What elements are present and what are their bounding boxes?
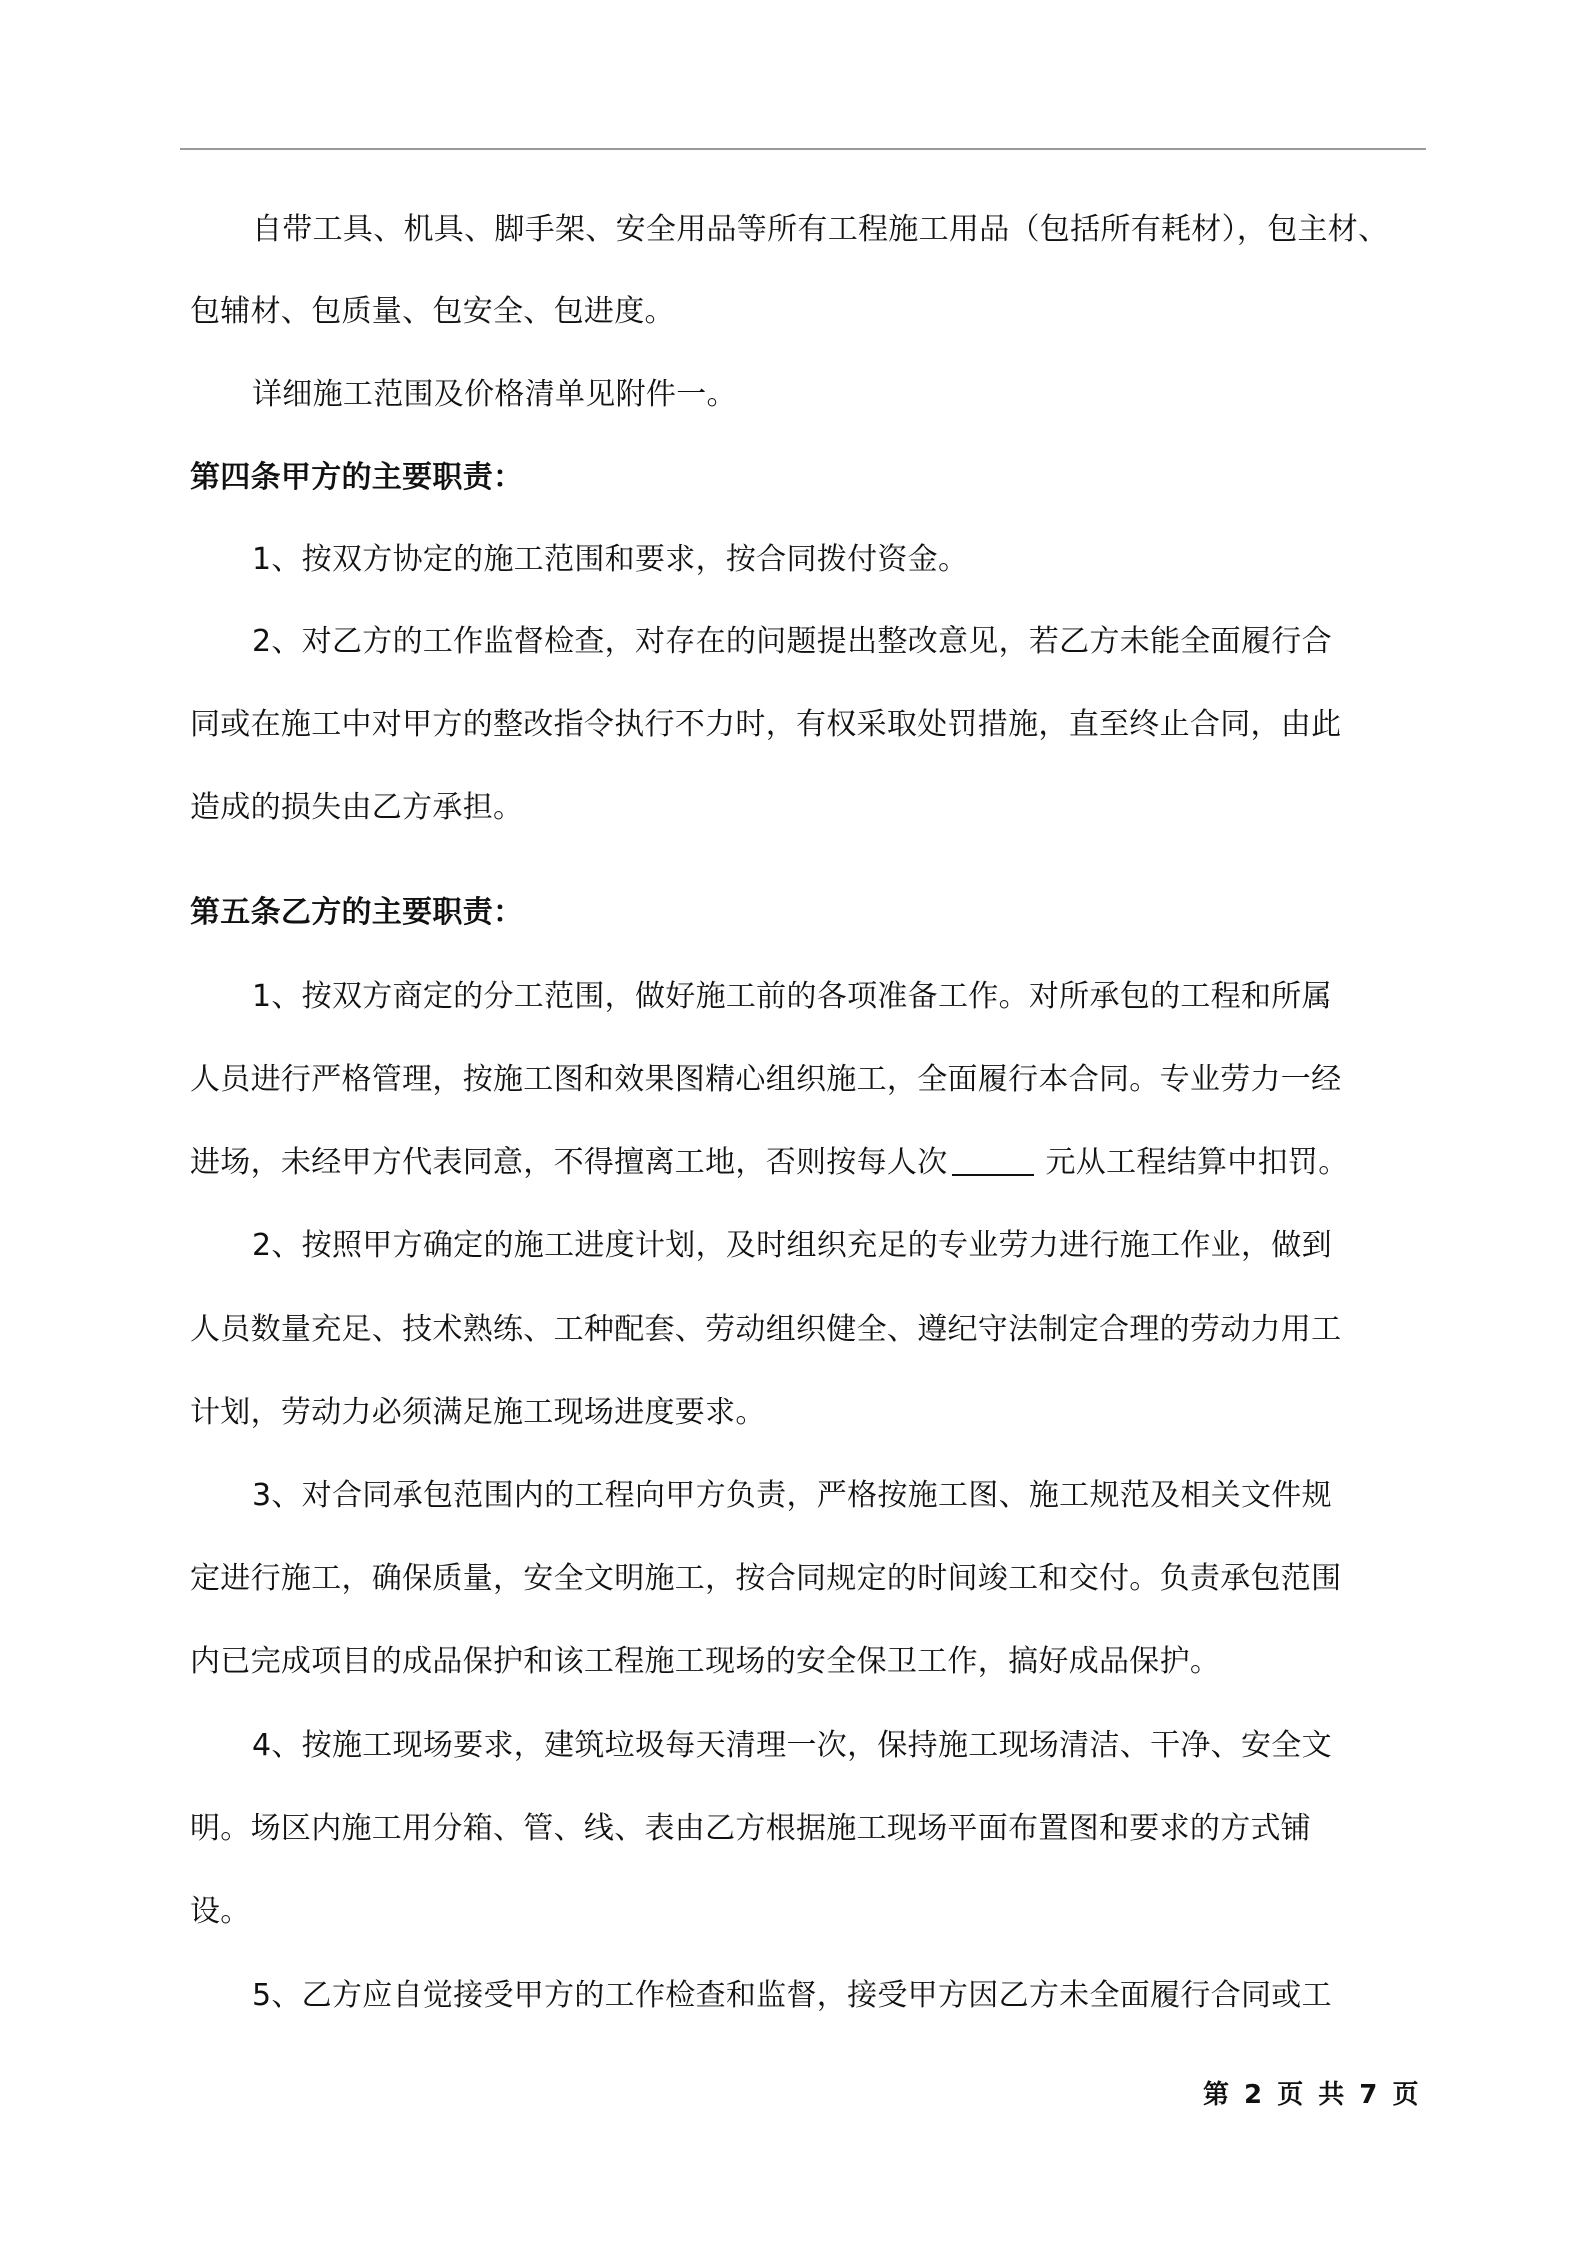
paragraph-line: 3、对合同承包范围内的工程向甲方负责，严格按施工图、施工规范及相关文件规 bbox=[252, 1478, 1332, 1513]
article-4-heading: 第四条甲方的主要职责： bbox=[190, 460, 524, 495]
paragraph-line: 1、按双方商定的分工范围，做好施工前的各项准备工作。对所承包的工程和所属 bbox=[252, 979, 1332, 1014]
paragraph-line: 1、按双方协定的施工范围和要求，按合同拨付资金。 bbox=[252, 542, 969, 577]
paragraph-line: 内已完成项目的成品保护和该工程施工现场的安全保卫工作，搞好成品保护。 bbox=[190, 1644, 1221, 1679]
paragraph-line: 5、乙方应自觉接受甲方的工作检查和监督，接受甲方因乙方未全面履行合同或工 bbox=[252, 1978, 1332, 2013]
paragraph-line: 4、按施工现场要求，建筑垃圾每天清理一次，保持施工现场清洁、干净、安全文 bbox=[252, 1728, 1332, 1763]
fill-in-blank bbox=[952, 1144, 1034, 1176]
paragraph-line: 人员进行严格管理，按施工图和效果图精心组织施工，全面履行本合同。专业劳力一经 bbox=[190, 1062, 1342, 1097]
paragraph-line: 详细施工范围及价格清单见附件一。 bbox=[252, 377, 737, 412]
paragraph-line: 造成的损失由乙方承担。 bbox=[190, 790, 524, 825]
page-number: 第 2 页 共 7 页 bbox=[1203, 2080, 1419, 2110]
header-rule bbox=[180, 148, 1426, 150]
paragraph-line: 同或在施工中对甲方的整改指令执行不力时，有权采取处罚措施，直至终止合同，由此 bbox=[190, 707, 1342, 742]
paragraph-line: 自带工具、机具、脚手架、安全用品等所有工程施工用品（包括所有耗材），包主材、 bbox=[252, 212, 1389, 247]
paragraph-line: 人员数量充足、技术熟练、工种配套、劳动组织健全、遵纪守法制定合理的劳动力用工 bbox=[190, 1312, 1342, 1347]
paragraph-line: 包辅材、包质量、包安全、包进度。 bbox=[190, 294, 675, 329]
paragraph-line: 设。 bbox=[190, 1894, 251, 1929]
paragraph-line bbox=[190, 1143, 1349, 1183]
paragraph-line: 定进行施工，确保质量，安全文明施工，按合同规定的时间竣工和交付。负责承包范围 bbox=[190, 1561, 1342, 1596]
paragraph-line: 2、按照甲方确定的施工进度计划，及时组织充足的专业劳力进行施工作业，做到 bbox=[252, 1228, 1332, 1263]
article-5-heading: 第五条乙方的主要职责： bbox=[190, 895, 524, 930]
paragraph-text: 进场，未经甲方代表同意，不得擅离工地，否则按每人次 bbox=[190, 1145, 948, 1180]
paragraph-line: 明。场区内施工用分箱、管、线、表由乙方根据施工现场平面布置图和要求的方式铺 bbox=[190, 1811, 1312, 1846]
paragraph-line: 计划，劳动力必须满足施工现场进度要求。 bbox=[190, 1395, 766, 1430]
paragraph-text: 元从工程结算中扣罚。 bbox=[1045, 1145, 1349, 1180]
paragraph-line: 2、对乙方的工作监督检查，对存在的问题提出整改意见，若乙方未能全面履行合 bbox=[252, 624, 1332, 659]
